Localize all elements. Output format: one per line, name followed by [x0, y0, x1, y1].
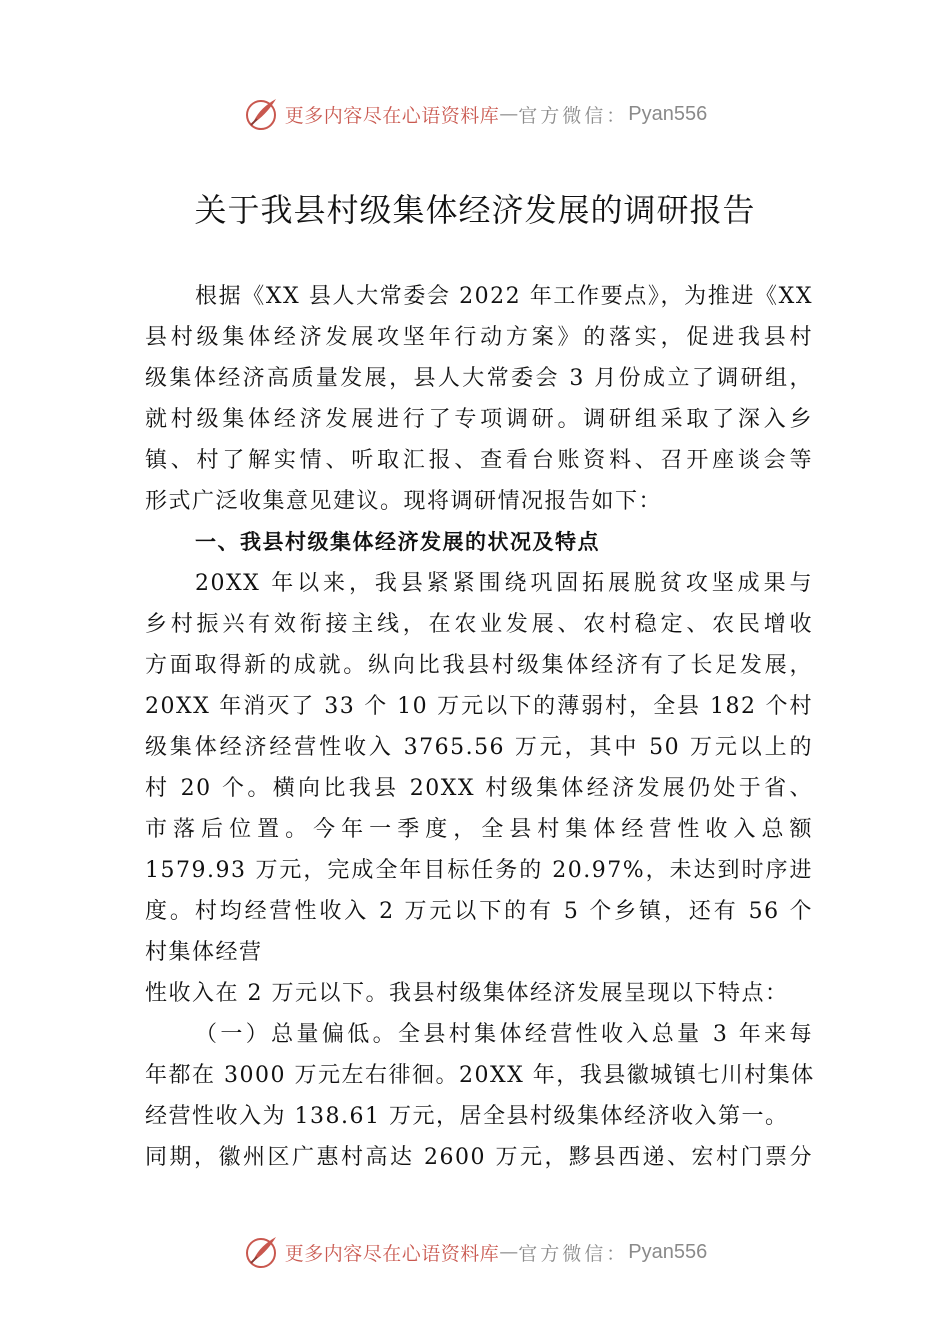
banner-wechat-id: Pyan556	[628, 1240, 708, 1263]
paragraph-line: 就村级集体经济发展进行了专项调研。调研组采取了深入乡	[145, 407, 813, 432]
banner-wechat-id: Pyan556	[628, 102, 708, 125]
paragraph-line: 经营性收入为 138.61 万元，居全县村级集体经济收入第一。	[145, 1104, 789, 1129]
document-title: 关于我县村级集体经济发展的调研报告	[194, 191, 756, 229]
document-body	[145, 276, 813, 1178]
banner-label: 官方微信：	[518, 1242, 629, 1265]
footer-banner	[0, 1232, 950, 1272]
paragraph-line: （一）总量偏低。全县村集体经营性收入总量 3 年来每	[195, 1022, 813, 1047]
paragraph-line: 度。村均经营性收入 2 万元以下的有 5 个乡镇，还有 56 个	[145, 899, 813, 924]
section-heading: 一、我县村级集体经济发展的状况及特点	[195, 530, 600, 554]
paragraph-line: 1579.93 万元，完成全年目标任务的 20.97%，未达到时序进	[145, 858, 813, 883]
paragraph-line: 根据《XX 县人大常委会 2022 年工作要点》，为推进《XX	[195, 284, 813, 309]
paragraph-line: 镇、村了解实情、听取汇报、查看台账资料、召开座谈会等	[145, 448, 813, 473]
paragraph-line: 20XX 年以来，我县紧紧围绕巩固拓展脱贫攻坚成果与	[195, 571, 813, 596]
paragraph-line: 级集体经济高质量发展，县人大常委会 3 月份成立了调研组，	[145, 366, 813, 391]
paragraph-line: 级集体经济经营性收入 3765.56 万元，其中 50 万元以上的	[145, 735, 813, 760]
paragraph-line: 村 20 个。横向比我县 20XX 村级集体经济发展仍处于省、	[145, 776, 813, 801]
banner-text: 更多内容尽在心语资料库	[284, 104, 500, 127]
paragraph-line: 性收入在 2 万元以下。我县村级集体经济发展呈现以下特点：	[145, 981, 789, 1006]
paragraph-line: 同期，徽州区广惠村高达 2600 万元，黟县西递、宏村门票分	[145, 1145, 813, 1170]
paragraph-line: 形式广泛收集意见建议。现将调研情况报告如下：	[145, 489, 663, 514]
paragraph-line: 县村级集体经济发展攻坚年行动方案》的落实，促进我县村	[145, 325, 813, 350]
paragraph-line: 村集体经营	[145, 940, 263, 965]
paragraph-line: 年都在 3000 万元左右徘徊。20XX 年，我县徽城镇七川村集体	[145, 1063, 815, 1088]
banner-label: 官方微信：	[518, 104, 629, 127]
banner-separator: —	[499, 1241, 519, 1263]
header-banner	[0, 94, 950, 134]
banner-separator: —	[499, 103, 519, 125]
banner-text: 更多内容尽在心语资料库	[284, 1242, 500, 1265]
quill-logo-icon	[243, 95, 281, 133]
paragraph-line: 20XX 年消灭了 33 个 10 万元以下的薄弱村，全县 182 个村	[145, 694, 813, 719]
paragraph-line: 乡村振兴有效衔接主线，在农业发展、农村稳定、农民增收	[145, 612, 813, 637]
paragraph-line: 市落后位置。今年一季度，全县村集体经营性收入总额	[145, 817, 813, 842]
quill-logo-icon	[243, 1233, 281, 1271]
paragraph-line: 方面取得新的成就。纵向比我县村级集体经济有了长足发展，	[145, 653, 813, 678]
